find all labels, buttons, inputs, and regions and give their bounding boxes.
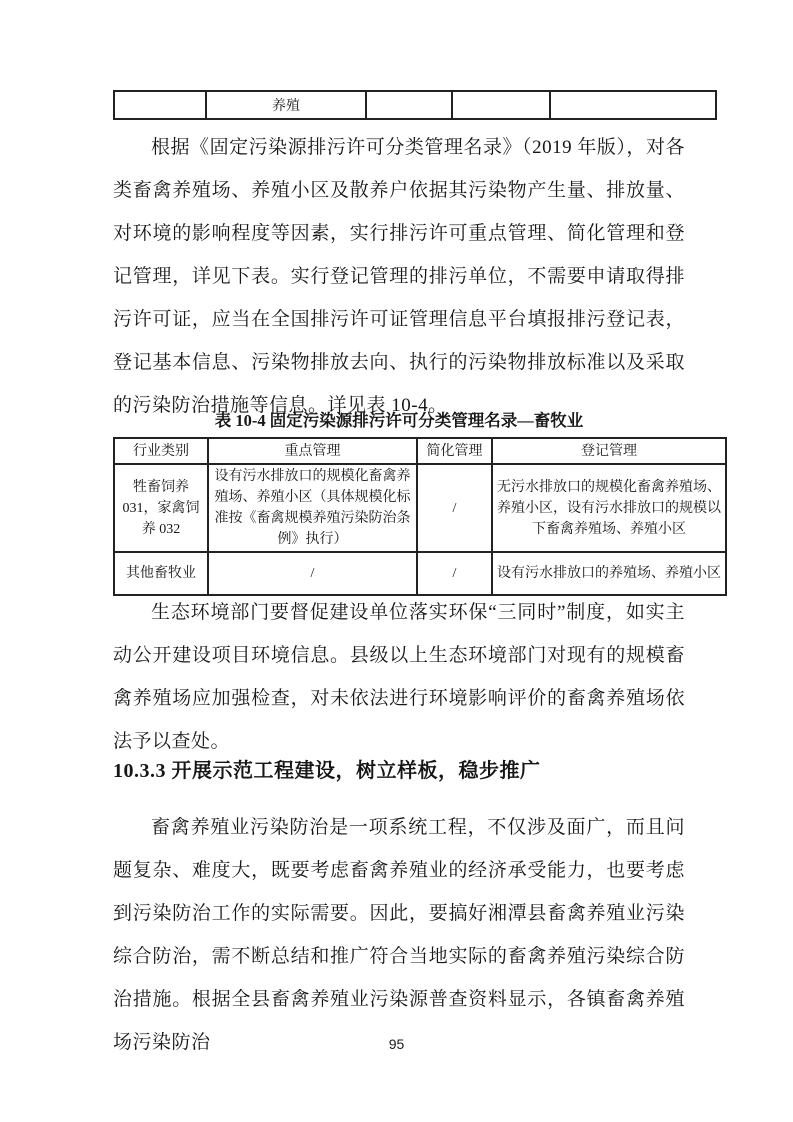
- header-simplified-management: 简化管理: [417, 438, 492, 464]
- cell-simplified-management: /: [417, 552, 492, 595]
- paragraph-demonstration-project: 畜禽养殖业污染防治是一项系统工程，不仅涉及面广，而且问题复杂、难度大，既要考虑畜禽养殖业的经济承受能力，也要考虑到污染防治工作的实际需要。因此，要搞好湘潭县畜禽养殖业污染综合防治，需不断总结和推广符合当地实际的畜禽养殖污染综合防治措施。根据全县畜禽养殖业污染源普查资料显示，各镇畜禽养殖场污染防治: [113, 817, 685, 1053]
- paragraph-environment-department: 生态环境部门要督促建设单位落实环保“三同时”制度，如实主动公开建设项目环境信息。县级以上生态环境部门对现有的规模畜禽养殖场应加强检查，对未依法进行环境影响评价的畜禽养殖场依法予以查处。: [113, 602, 685, 752]
- continuation-cell: [452, 91, 550, 119]
- cell-registration-management: 无污水排放口的规模化畜禽养殖场、养殖小区，设有污水排放口的规模以下畜禽养殖场、养殖小区: [492, 464, 726, 552]
- section-heading-10-3-3: 10.3.3 开展示范工程建设，树立样板，稳步推广: [113, 760, 541, 782]
- cell-registration-management: 设有污水排放口的养殖场、养殖小区: [492, 552, 726, 595]
- table-caption: 表 10-4 固定污染源排污许可分类管理名录—畜牧业: [214, 411, 584, 430]
- table-row: [114, 552, 726, 595]
- cell-key-management: 设有污水排放口的规模化畜禽养殖场、养殖小区（具体规模化标准按《畜禽规模养殖污染防治条例》执行）: [208, 464, 417, 552]
- continuation-table: [113, 90, 717, 120]
- header-registration-management: 登记管理: [492, 438, 726, 464]
- header-industry-category: 行业类别: [114, 438, 208, 464]
- paragraph-permit-classification: 根据《固定污染源排污许可分类管理名录》（2019 年版），对各类畜禽养殖场、养殖小区及散养户依据其污染物产生量、排放量、对环境的影响程度等因素，实行排污许可重点管理、简化管理和登记管理，详见下表。实行登记管理的排污单位，不需要申请取得排污许可证，应当在全国排污许可证管理信息平台填报排污登记表，登记基本信息、污染物排放去向、执行的污染物排放标准以及采取的污染防治措施等信息。详见表 10-4。: [113, 137, 685, 416]
- continuation-cell: [550, 91, 716, 119]
- table-header-row: [114, 438, 726, 464]
- page-number: 95: [388, 1036, 405, 1052]
- cell-industry: 牲畜饲养 031，家禽饲养 032: [114, 464, 208, 552]
- continuation-cell: 养殖: [206, 91, 366, 119]
- table-row: [114, 464, 726, 552]
- table-10-4: [113, 437, 727, 596]
- continuation-cell: [114, 91, 206, 119]
- table-row: [114, 91, 716, 119]
- cell-industry: 其他畜牧业: [114, 552, 208, 595]
- cell-key-management: /: [208, 552, 417, 595]
- header-key-management: 重点管理: [208, 438, 417, 464]
- cell-simplified-management: /: [417, 464, 492, 552]
- continuation-cell: [366, 91, 452, 119]
